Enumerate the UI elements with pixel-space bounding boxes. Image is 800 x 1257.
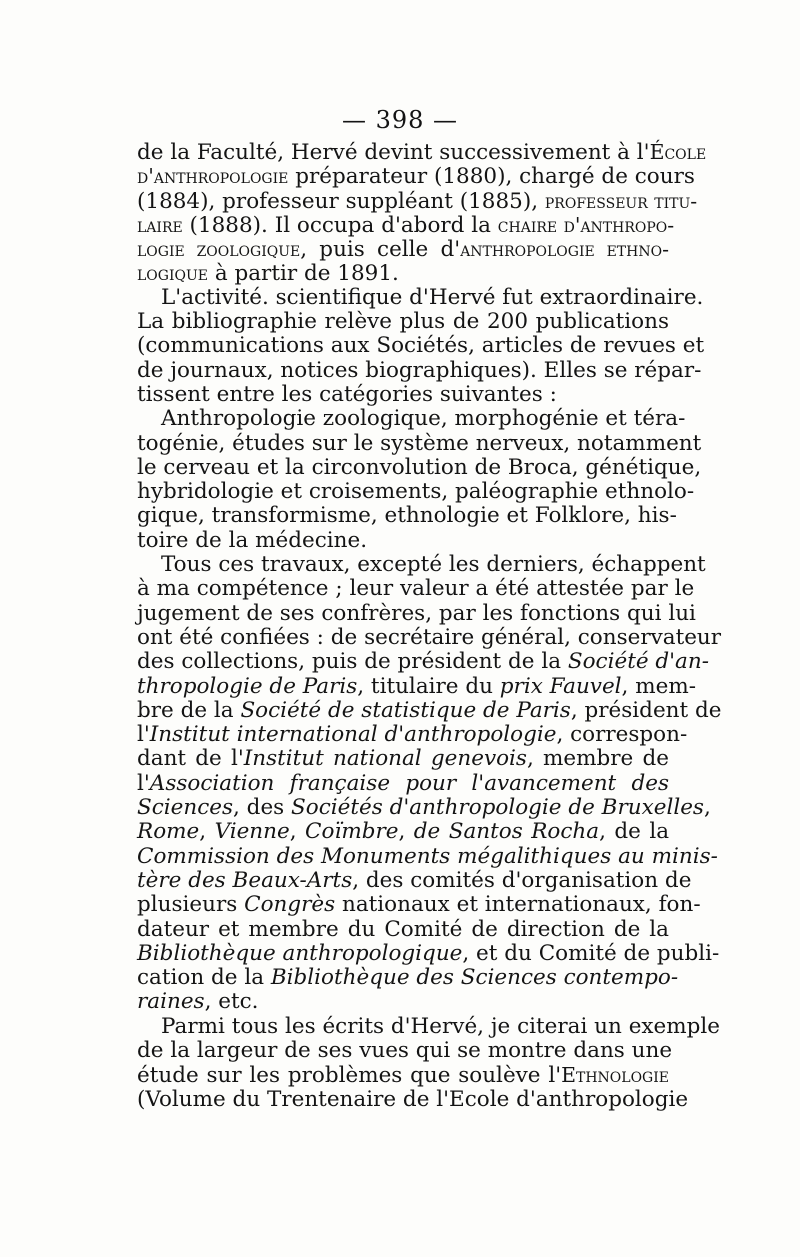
text-line: étude sur les problèmes que soulève l'Ethnologie: [137, 1063, 669, 1089]
text-line: bre de la Société de statistique de Paris, président de: [137, 697, 722, 723]
italic-title: Vienne: [214, 819, 290, 845]
text-line: thropologie de Paris, titulaire du prix Fauvel, mem-: [137, 673, 696, 699]
italic-title: Association française pour l'avancement des: [149, 770, 669, 796]
italic-title: Société de statistique de Paris: [240, 697, 571, 723]
text-line: logique à partir de 1891.: [137, 261, 399, 287]
small-caps-term: laire: [137, 212, 183, 237]
text-line: d'anthropologie préparateur (1880), chargé de cours: [137, 164, 695, 190]
italic-title: Coïmbre: [305, 819, 399, 845]
text-line: ont été confiées : de secrétaire général, conservateur: [137, 624, 722, 650]
small-caps-term: professeur titu-: [544, 188, 698, 213]
italic-title: Institut international d'anthropologie: [149, 722, 557, 748]
text-line: de la largeur de ses vues qui se montre dans une: [137, 1037, 673, 1063]
text-line: l'Institut international d'anthropologie, correspon-: [137, 722, 688, 748]
text-line: (communications aux Sociétés, articles de revues et: [137, 333, 705, 359]
text-line: laire (1888). Il occupa d'abord la chaire d'anthropo-: [137, 212, 675, 238]
text-line: tissent entre les catégories suivantes :: [137, 381, 557, 407]
italic-title: tère des Beaux-Arts: [137, 867, 353, 893]
italic-title: Bibliothèque anthropologique: [137, 940, 463, 966]
text-line: raines, etc.: [137, 989, 259, 1015]
text-line: L'activité. scientifique d'Hervé fut extraordinaire.: [161, 284, 704, 310]
italic-title: Sciences: [137, 795, 234, 821]
text-line: Sciences, des Sociétés d'anthropologie de Bruxelles,: [137, 795, 711, 821]
small-caps-term: École: [649, 140, 707, 164]
italic-title: raines: [137, 989, 205, 1015]
italic-title: Sociétés d'anthropologie de Bruxelles: [291, 795, 704, 821]
italic-title: de Santos Rocha: [413, 819, 600, 845]
text-line: toire de la médecine.: [137, 527, 368, 553]
small-caps-term: chaire d'anthropo-: [497, 212, 675, 237]
text-line: de la Faculté, Hervé devint successivement à l'École: [137, 140, 707, 165]
italic-title: Institut national genevois: [243, 746, 527, 772]
text-line: Anthropologie zoologique, morphogénie et téra-: [161, 406, 686, 432]
text-line: (Volume du Trentenaire de l'Ecole d'anthropologie: [137, 1086, 689, 1112]
text-line: hybridologie et croisements, paléographie ethnolo-: [137, 479, 695, 505]
text-line: dant de l'Institut national genevois, membre de: [137, 746, 669, 772]
text-line: togénie, études sur le système nerveux, notamment: [137, 430, 702, 456]
text-line: à ma compétence ; leur valeur a été attestée par le: [137, 576, 695, 602]
text-line: La bibliographie relève plus de 200 publications: [137, 309, 669, 335]
small-caps-term: Ethnologie: [561, 1063, 669, 1088]
text-line: des collections, puis de président de la Société d'an-: [137, 649, 709, 675]
italic-title: Rome: [137, 819, 200, 845]
italic-title: Bibliothèque des Sciences contempo-: [270, 965, 679, 991]
text-line: gique, transformisme, ethnologie et Folklore, his-: [137, 503, 677, 529]
text-line: Tous ces travaux, excepté les derniers, échappent: [161, 552, 706, 578]
text-line: (1884), professeur suppléant (1885), professeur titu-: [137, 188, 698, 214]
text-line: le cerveau et la circonvolution de Broca, génétique,: [137, 454, 702, 480]
small-caps-term: logique: [137, 261, 208, 286]
body-text: [137, 140, 722, 1112]
small-caps-term: anthropologie ethno-: [460, 237, 669, 262]
small-caps-term: d'anthropologie: [137, 164, 289, 189]
text-line: jugement de ses confrères, par les fonctions qui lui: [137, 600, 696, 626]
text-line: l'Association française pour l'avancement des: [137, 770, 669, 796]
italic-title: thropologie de Paris: [137, 673, 358, 699]
page-number: — 398 —: [341, 106, 459, 134]
small-caps-term: logie zoologique: [137, 237, 301, 262]
text-line: tère des Beaux-Arts, des comités d'organisation de: [137, 867, 692, 893]
text-line: Bibliothèque anthropologique, et du Comité de publi-: [137, 940, 720, 966]
text-line: cation de la Bibliothèque des Sciences contempo-: [137, 965, 679, 991]
text-line: de journaux, notices biographiques). Elles se répar-: [137, 357, 702, 383]
text-line: logie zoologique, puis celle d'anthropologie ethno-: [137, 237, 669, 263]
text-line: Parmi tous les écrits d'Hervé, je citerai un exemple: [161, 1013, 721, 1039]
text-line: plusieurs Congrès nationaux et internationaux, fon-: [137, 892, 701, 918]
italic-title: Congrès: [244, 892, 336, 918]
italic-title: Commission des Monuments mégalithiques au minis-: [137, 843, 718, 869]
text-line: [137, 843, 718, 869]
text-line: dateur et membre du Comité de direction de la: [137, 916, 669, 942]
italic-title: Société d'an-: [567, 649, 709, 675]
text-line: Rome, Vienne, Coïmbre, de Santos Rocha, de la: [137, 819, 670, 845]
italic-title: prix Fauvel: [499, 673, 622, 699]
